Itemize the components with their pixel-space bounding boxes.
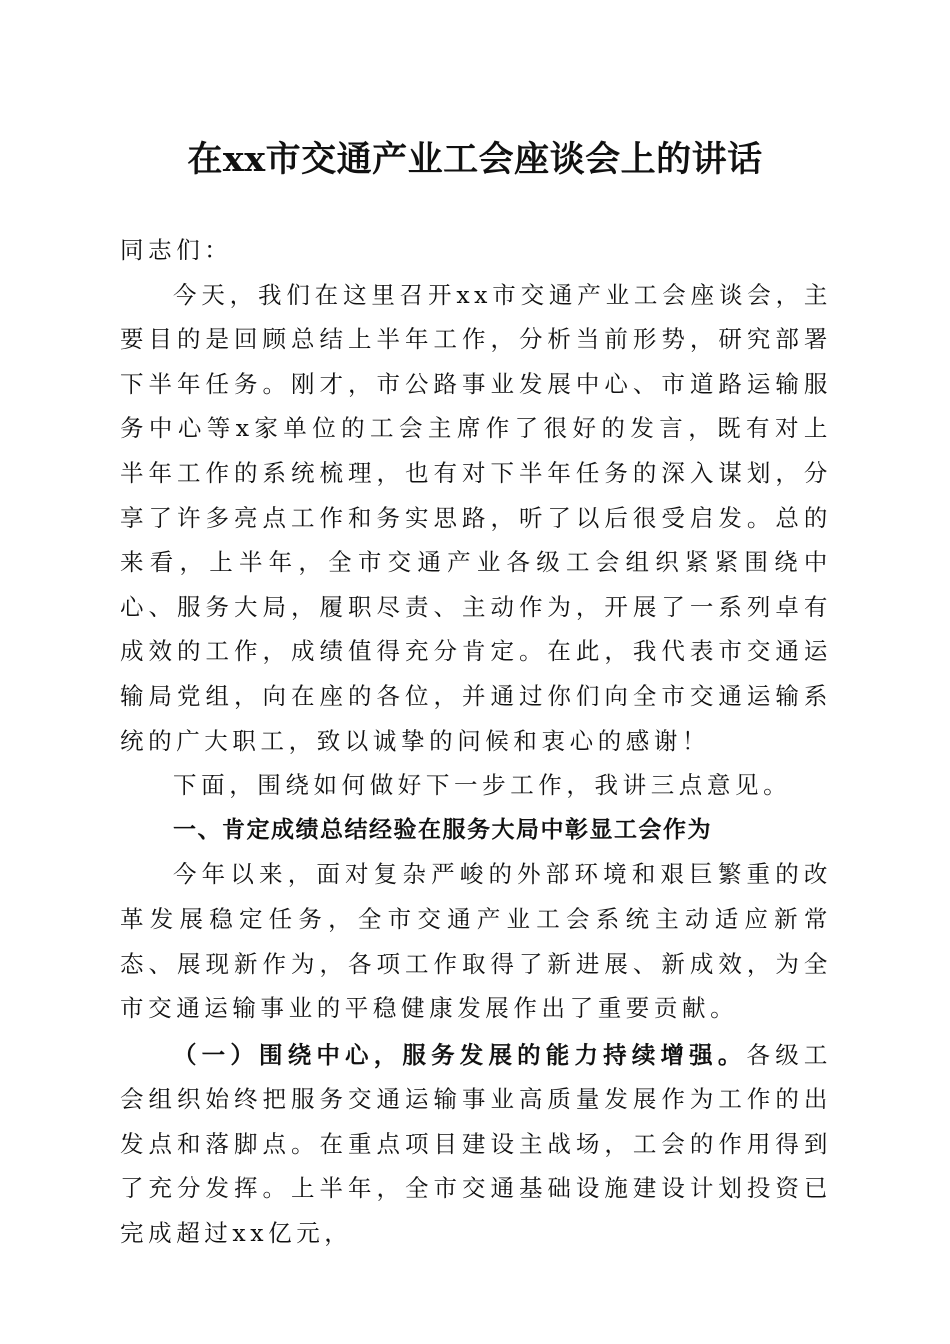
paragraph-opening: 今天，我们在这里召开xx市交通产业工会座谈会，主要目的是回顾总结上半年工作，分析当前形势，研究部署下半年任务。刚才，市公路事业发展中心、市道路运输服务中心等x家单位的工会主席作了很好的发言，既有对上半年工作的系统梳理，也有对下半年任务的深入谋划，分享了许多亮点工作和务实思路，听了以后很受启发。总的来看，上半年，全市交通产业各级工会组织紧紧围绕中心、服务大局，履职尽责、主动作为，开展了一系列卓有成效的工作，成绩值得充分肯定。在此，我代表市交通运输局党组，向在座的各位，并通过你们向全市交通运输系统的广大职工，致以诚挚的问候和衷心的感谢！	[120, 280, 832, 755]
document-body	[120, 228, 832, 1256]
document-title: 在xx市交通产业工会座谈会上的讲话	[187, 139, 763, 180]
paragraph-outline: 下面，围绕如何做好下一步工作，我讲三点意见。	[173, 771, 792, 800]
section-heading-1: 一、肯定成绩总结经验在服务大局中彰显工会作为	[173, 816, 712, 843]
subsection-1-text: 各级工会组织始终把服务交通运输事业高质量发展作为工作的出发点和落脚点。在重点项目建设主战场，工会的作用得到了充分发挥。上半年，全市交通基础设施建设计划投资已完成超过xx亿元，	[120, 1040, 833, 1248]
subsection-heading-1: （一）围绕中心，服务发展的能力持续增强。	[173, 1040, 747, 1069]
paragraph-section-1-intro: 今年以来，面对复杂严峻的外部环境和艰巨繁重的改革发展稳定任务，全市交通产业工会系统主动适应新常态、展现新作为，各项工作取得了新进展、新成效，为全市交通运输事业的平稳健康发展作出了重要贡献。	[120, 860, 832, 1023]
paragraph-subsection-1	[120, 1033, 832, 1256]
salutation: 同志们：	[120, 236, 233, 264]
